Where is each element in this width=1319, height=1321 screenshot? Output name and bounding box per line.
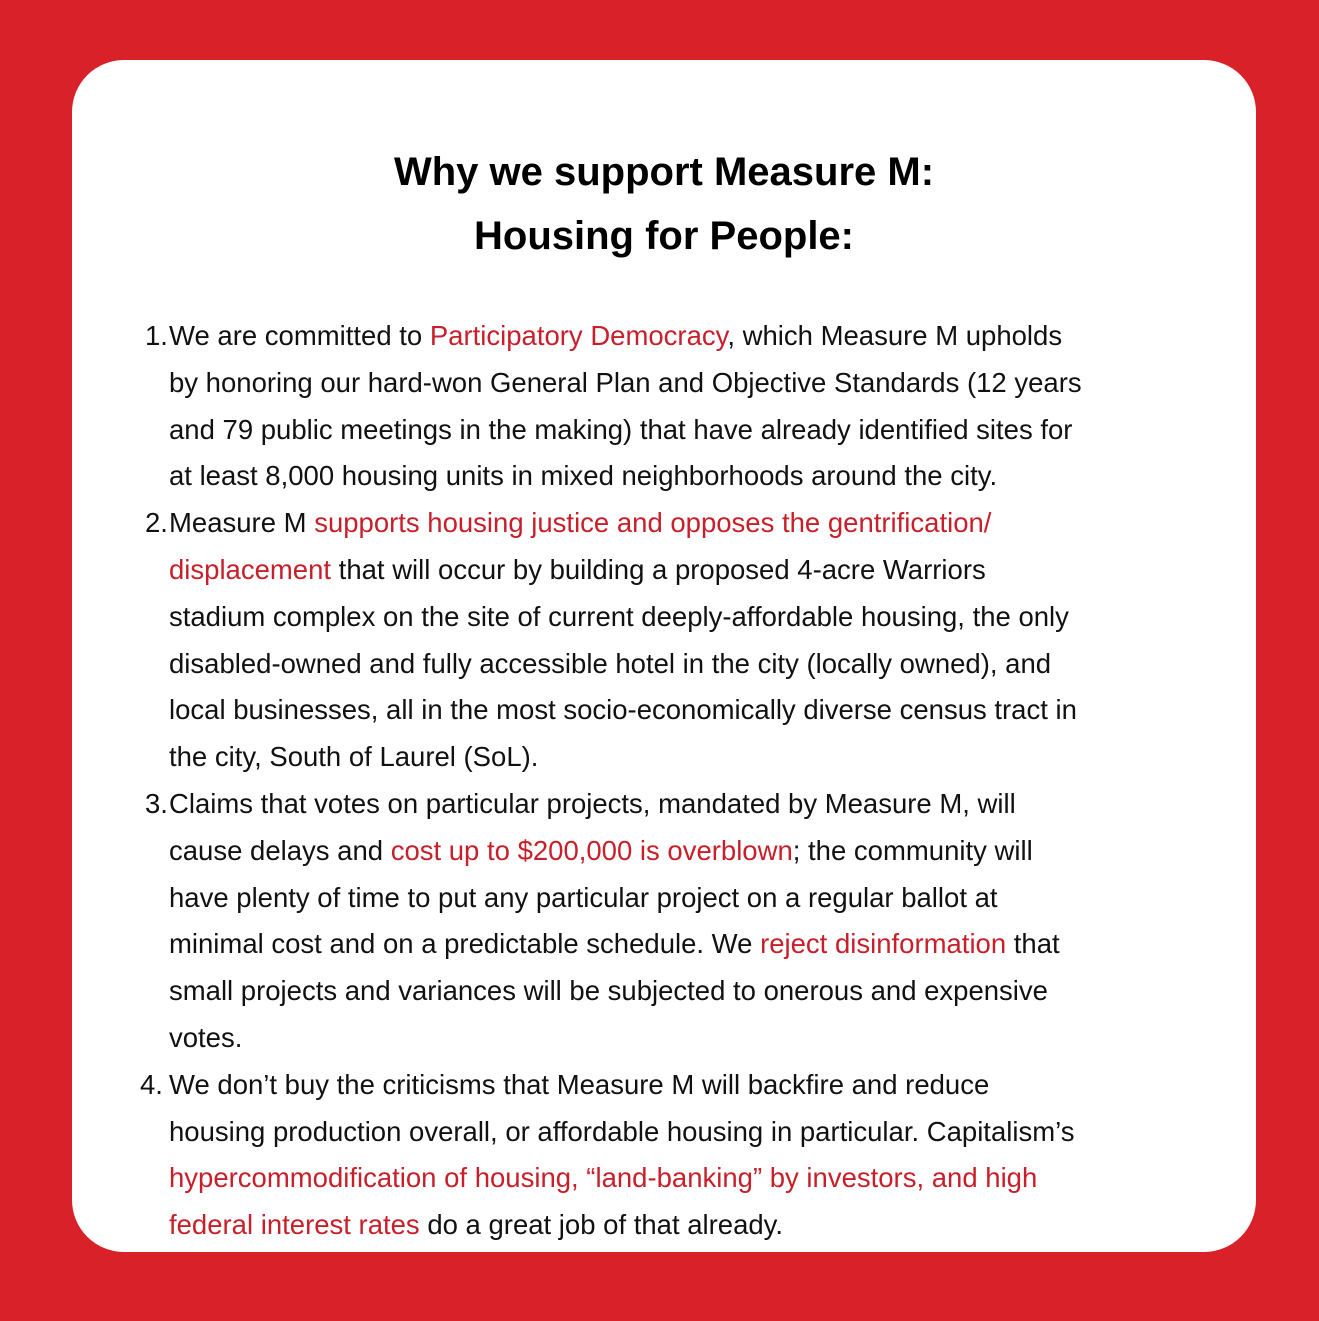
body-text: and 79 public meetings in the making) that have already identified sites for [169,413,1073,445]
text-line [145,500,1082,547]
text-line [169,360,1082,407]
list-number: 3. [145,787,168,819]
body-text: small projects and variances will be subjected to onerous and expensive [169,975,1048,1007]
body-text: minimal cost and on a predictable schedule. We [169,928,761,960]
text-line [169,1202,1082,1249]
title-line-1: Why we support Measure M: [393,150,935,194]
highlighted-text: federal interest rates [169,1209,420,1241]
body-text: cause delays and [169,834,391,866]
text-line [169,547,1082,594]
list-item [145,500,1082,781]
highlighted-text: cost up to $200,000 is overblown [390,834,793,866]
body-text: local businesses, all in the most socio-economically diverse census tract in [169,694,1077,726]
body-text: that [1006,928,1060,960]
text-line [169,828,1082,875]
list-item [145,313,1082,500]
text-line [140,1062,1082,1109]
highlighted-text: supports housing justice and opposes the gentrification/ [314,507,992,539]
text-line [169,594,1082,641]
body-text: the city, South of Laurel (SoL). [169,741,539,773]
text-line [169,1155,1082,1202]
highlighted-text: reject disinformation [760,928,1007,960]
text-line [169,687,1082,734]
body-text: , which Measure M upholds [727,320,1063,351]
text-line [169,407,1082,454]
body-text: votes. [169,1021,243,1053]
text-line [145,313,1082,360]
body-text: Measure M [169,507,315,539]
text-line [169,734,1082,781]
body-text: We don’t buy the criticisms that Measure M will backfire and reduce [169,1068,990,1100]
highlighted-text: hypercommodification of housing, “land-banking” by investors, and high [169,1162,1038,1194]
text-line [169,968,1082,1015]
text-line [169,921,1082,968]
list-item [140,1062,1082,1249]
body-text: disabled-owned and fully accessible hotel in the city (locally owned), and [169,647,1052,679]
list-item [145,781,1082,1062]
body-text: We are committed to [169,320,430,351]
body-text: ; the community will [792,834,1033,866]
text-line [169,1109,1082,1156]
body-text: stadium complex on the site of current deeply-affordable housing, the only [169,600,1069,632]
body-text: do a great job of that already. [419,1209,784,1241]
body-text: have plenty of time to put any particular project on a regular ballot at [169,881,998,913]
body-text: by honoring our hard-won General Plan and Objective Standards (12 years [169,366,1082,398]
body-text: that will occur by building a proposed 4-acre Warriors [331,553,986,585]
text-line [169,453,1082,500]
text-line [145,781,1082,828]
list-number: 1. [145,320,168,351]
highlighted-text: Participatory Democracy [429,320,728,351]
text-line [169,875,1082,922]
content-card [72,60,1256,1252]
body-text: housing production overall, or affordable housing in particular. Capitalism’s [169,1115,1075,1147]
list-number: 4. [140,1068,163,1100]
numbered-list [140,313,1082,1249]
text-line [169,641,1082,688]
body-text: Claims that votes on particular projects, mandated by Measure M, will [169,787,1016,819]
body-text: at least 8,000 housing units in mixed neighborhoods around the city. [169,460,998,492]
text-line [169,1015,1082,1062]
list-number: 2. [145,507,168,539]
title-line-2: Housing for People: [474,214,854,258]
highlighted-text: displacement [169,553,332,585]
